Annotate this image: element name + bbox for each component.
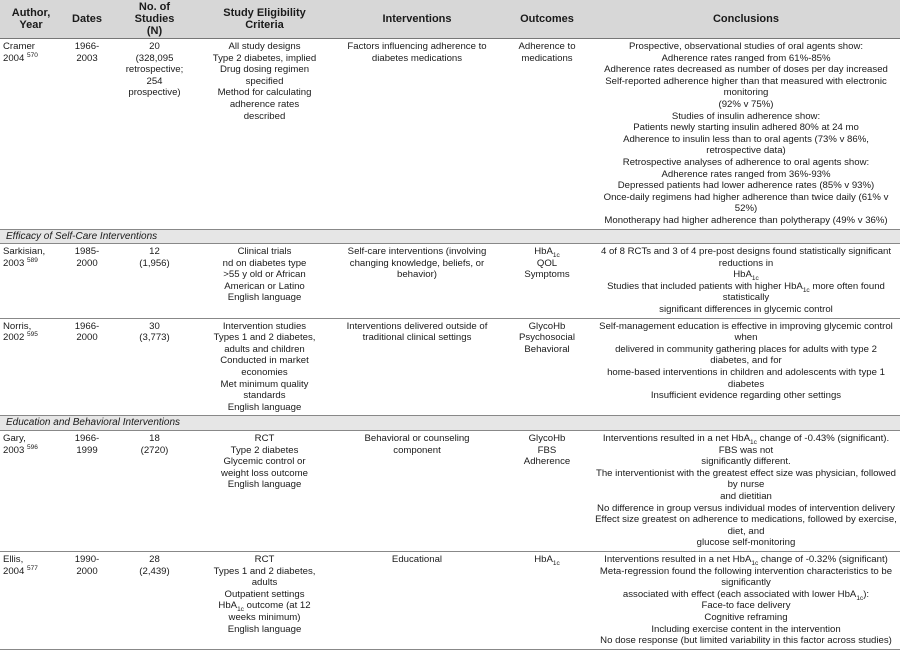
conclusions-cell: Interventions resulted in a net HbA$_{1c}$ change of -0.32% (significant) Meta-regression found the following intervention characteristics to be significantly associated with effect (each associated with lower HbA$_{1c}$): Face-to face delivery Cognitive reframing Including exercise content in the intervention No dose response (but limited variability in this factor across studies): [592, 551, 900, 649]
author-cell: Sarkisian, 2003 $^{589}$: [0, 244, 62, 319]
dates-cell: 1966- 2003: [62, 39, 112, 230]
author-cell: Gary, 2003 $^{596}$: [0, 431, 62, 552]
section-title: Efficacy of Self-Care Interventions: [0, 229, 900, 244]
header-num-studies: No. of Studies (N): [112, 0, 197, 39]
criteria-cell: RCT Types 1 and 2 diabetes, adults Outpatient settings HbA$_{1c}$ outcome (at 12 weeks minimum) English language: [197, 551, 332, 649]
header-outcomes: Outcomes: [502, 0, 592, 39]
section-title: Education and Behavioral Interventions: [0, 416, 900, 431]
outcomes-cell: HbA$_{1c}$: [502, 551, 592, 649]
dates-cell: 1990- 2000: [62, 551, 112, 649]
outcomes-cell: GlycoHb FBS Adherence: [502, 431, 592, 552]
conclusions-cell: Interventions resulted in a net HbA$_{1c}$ change of -0.43% (significant). FBS was not significantly different. The interventionist with the greatest effect size was physician, followed by nurse and dietitian No difference in group versus individual modes of intervention delivery Effect size greatest on adherence to medications, followed by exercise, diet, and glucose self-monitoring: [592, 431, 900, 552]
header-row: [0, 0, 900, 39]
outcomes-cell: GlycoHb Psychosocial Behavioral: [502, 318, 592, 416]
section-row: [0, 229, 900, 244]
dates-cell: 1985- 2000: [62, 244, 112, 319]
table-row: [0, 431, 900, 552]
table-row: [0, 318, 900, 416]
studies-cell: 12 (1,956): [112, 244, 197, 319]
dates-cell: 1966- 1999: [62, 431, 112, 552]
studies-cell: 18 (2720): [112, 431, 197, 552]
table-row: [0, 244, 900, 319]
outcomes-cell: Adherence to medications: [502, 39, 592, 230]
interventions-cell: Self-care interventions (involving changing knowledge, beliefs, or behavior): [332, 244, 502, 319]
interventions-cell: Behavioral or counseling component: [332, 431, 502, 552]
author-cell: Norris, 2002 $^{595}$: [0, 318, 62, 416]
conclusions-cell: 4 of 8 RCTs and 3 of 4 pre-post designs found statistically significant reductions in HbA$_{1c}$ Studies that included patients with higher HbA$_{1c}$ more often found statistically significant differences in glycemic control: [592, 244, 900, 319]
criteria-cell: RCT Type 2 diabetes Glycemic control or weight loss outcome English language: [197, 431, 332, 552]
conclusions-cell: Prospective, observational studies of oral agents show: Adherence rates ranged from 61%-85% Adherence rates decreased as number of doses per day increased Self-reported adherence higher than that measured with electronic monitoring (92% v 75%) Studies of insulin adherence show: Patients newly starting insulin adhered 80% at 24 mo Adherence to insulin less than to oral agents (73% v 86%, retrospective data) Retrospective analyses of adherence to oral agents show: Adherence rates ranged from 36%-93% Depressed patients had lower adherence rates (85% v 93%) Once-daily regimens had higher adherence than twice daily (61% v 52%) Monotherapy had higher adherence than polytherapy (49% v 36%): [592, 39, 900, 230]
table-row: [0, 551, 900, 649]
conclusions-cell: Self-management education is effective in improving glycemic control when delivered in community gathering places for adults with type 2 diabetes, and for home-based interventions in children and adolescents with type 1 diabetes Insufficient evidence regarding other settings: [592, 318, 900, 416]
outcomes-cell: HbA$_{1c}$ QOL Symptoms: [502, 244, 592, 319]
interventions-cell: Educational: [332, 551, 502, 649]
interventions-cell: Interventions delivered outside of traditional clinical settings: [332, 318, 502, 416]
dates-cell: 1966- 2000: [62, 318, 112, 416]
author-cell: Cramer 2004 $^{570}$: [0, 39, 62, 230]
header-author-year: Author, Year: [0, 0, 62, 39]
header-conclusions: Conclusions: [592, 0, 900, 39]
section-row: [0, 416, 900, 431]
studies-cell: 20 (328,095 retrospective; 254 prospective): [112, 39, 197, 230]
header-dates: Dates: [62, 0, 112, 39]
studies-cell: 28 (2,439): [112, 551, 197, 649]
header-interventions: Interventions: [332, 0, 502, 39]
interventions-cell: Factors influencing adherence to diabetes medications: [332, 39, 502, 230]
table-row: [0, 39, 900, 230]
criteria-cell: Clinical trials nd on diabetes type >55 y old or African American or Latino English language: [197, 244, 332, 319]
header-criteria: Study Eligibility Criteria: [197, 0, 332, 39]
author-cell: Ellis, 2004 $^{577}$: [0, 551, 62, 649]
studies-cell: 30 (3,773): [112, 318, 197, 416]
criteria-cell: Intervention studies Types 1 and 2 diabetes, adults and children Conducted in market economies Met minimum quality standards English language: [197, 318, 332, 416]
criteria-cell: All study designs Type 2 diabetes, implied Drug dosing regimen specified Method for calculating adherence rates described: [197, 39, 332, 230]
